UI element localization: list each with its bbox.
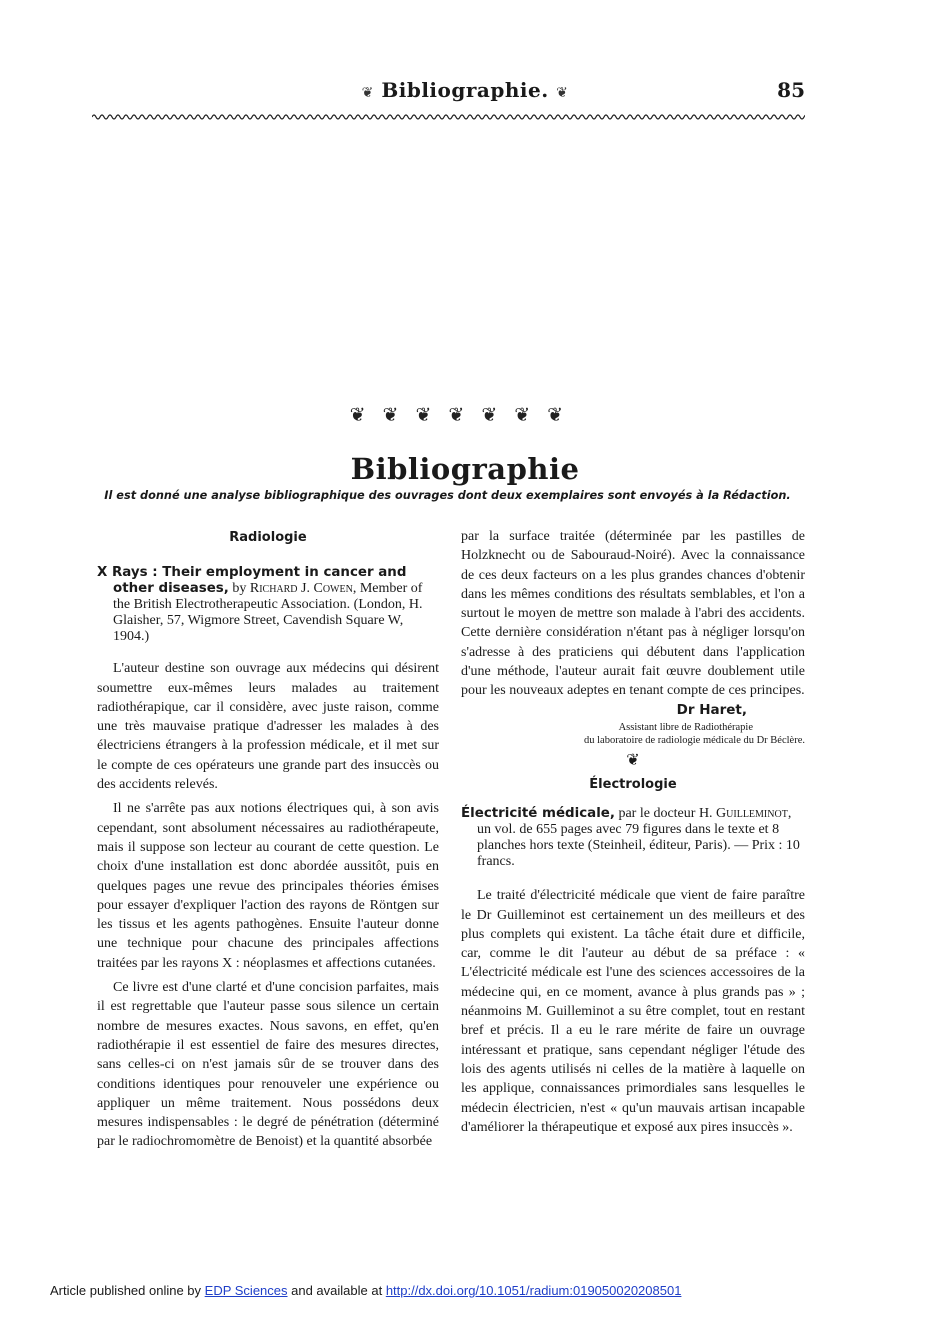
fleuron-ornaments: ❦❦❦❦❦❦❦ (349, 404, 581, 426)
entry-title: X Rays : Their employment in cancer and other diseases, (97, 565, 407, 597)
intro-note: Il est donné une analyse bibliographique des ouvrages dont deux exemplaires sont envoyés à la Rédaction. (104, 489, 791, 502)
footer-middle: and available at (287, 1283, 386, 1298)
section-divider-icon: ❦ (626, 749, 640, 769)
entry-details: , Member of the British Electrotherapeutic Association. (London, H. Glaisher, 57, Wigmore Street, Cavendish Square W, 1904.) (113, 581, 423, 645)
entry-title: Électricité médicale, (461, 806, 615, 822)
right-column (461, 527, 805, 1137)
signature-name: Dr Haret, (676, 701, 747, 718)
entry-author: Richard J. Cowen (249, 581, 353, 597)
entry-details: , un vol. de 655 pages avec 79 figures dans le texte et 8 planches hors texte (Steinheil, éditeur, Paris). — Prix : 10 francs. (477, 806, 800, 870)
entry-author: H. Guilleminot (698, 806, 788, 822)
section-heading-radiologie: Radiologie (229, 530, 307, 545)
entry-prefix: par le docteur (614, 806, 699, 822)
review-paragraph: Ce livre est d'une clarté et d'une concision parfaites, mais il est regrettable que l'auteur passe sous silence un certain nombre de mesures exactes. Nous savons, en effet, qu'en radiothérapie il est essentiel de faire des mesures directes, sans celles-ci on n'est jamais sûr de se trouver dans des conditions identiques pour renouveler une expérience ou appliquer un même traitement. Nous possédons deux mesures indispensables : le degré de pénétration (déterminé par le radiochromomètre de Benoist) et la quantité absorbée (97, 980, 439, 1150)
review-paragraph: Le traité d'électricité médicale que vient de faire paraître le Dr Guilleminot est certainement un des meilleurs et des plus complets qui existent. La tâche était dure et difficile, car, comme le dit l'auteur au début de sa préface : « L'électricité médicale est l'une des sciences accessoires de la médecine qui, en ce moment, avance à plus grands pas » ; néanmoins M. Guilleminot a su être complet, tout en restant bref et précis. Il a eu le rare mérite de faire un ouvrage intéressant et pratique, sans cependant négliger l'étude des lois des agents utilisés ni celles de la matière à laquelle on les applique, connaissances primordiales sans lesquelles le médecin électricien, n'est « qu'un mauvais artisan incapable d'améliorer la thérapeutique et exposé aux pires insuccès ». (461, 888, 805, 1135)
left-column (97, 528, 439, 1152)
running-head (0, 78, 930, 108)
doi-link[interactable]: http://dx.doi.org/10.1051/radium:019050020208501 (385, 1283, 682, 1298)
footer-availability (50, 1283, 681, 1298)
bibliographic-entry-electricite (461, 806, 805, 870)
review-paragraph: Il ne s'arrête pas aux notions électriques qui, à son avis cependant, sont absolument nécessaires au radiothérapeute, mais il suppose son lecteur au courant de cette question. Le choix d'une installation est donc abordée aussitôt, puis en quelques pages une revue des principales théories émises pour essayer d'expliquer l'action des rayons de Röntgen sur les tissus et les agents pathogènes. Ensuite l'auteur donne une technique pour chacune des principales affections traitées par les rayons X : néoplasmes et affections cutanées. (97, 801, 439, 971)
affiliation-line-1: Assistant libre de Radiothérapie (618, 721, 753, 733)
running-title-text: Bibliographie. (381, 78, 549, 102)
continuation-text: par la surface traitée (déterminée par les pastilles de Holzknecht ou de Sabouraud-Noiré). Avec la connaissance de ces deux facteurs on a les plus grandes chances d'obtenir dans les mêmes conditions des résultats semblables, et l'on a surtout le moyen de mettre son malade à l'abri des accidents. Cette dernière considération n'étant pas à négliger lorsqu'on s'adresse à des praticiens qui débutent dans l'application d'une méthode, l'auteur aurait fait œuvre doublement utile pour les nouveaux adeptes en tenant compte de ces principes. (461, 529, 805, 699)
wavy-rule-divider (92, 112, 805, 122)
page-number: 85 (777, 78, 805, 102)
review-paragraph-continued (461, 527, 805, 701)
ornament-right-icon: ❦ (556, 85, 569, 101)
affiliation (461, 721, 805, 747)
review-paragraph: L'auteur destine son ouvrage aux médecins qui désirent soumettre eux-mêmes leurs malades au traitement radiothérapique, car il considère, avec juste raison, comme une très mauvaise pratique d'adresser les malades à des électriciens étrangers à la profession médicale, et il met sur le compte de ces opérateurs une grande part des insuccès ou des accidents relevés. (97, 661, 439, 793)
affiliation-line-2: du laboratoire de radiologie médicale du Dr Béclère. (584, 734, 805, 746)
entry-by: by (228, 581, 250, 597)
section-heading-electrologie: Électrologie (589, 776, 677, 792)
bibliographic-entry-xrays (97, 565, 439, 645)
ornament-left-icon: ❦ (361, 85, 374, 101)
page-title: Bibliographie (350, 452, 580, 486)
footer-prefix: Article published online by (50, 1283, 205, 1298)
publisher-link[interactable]: EDP Sciences (204, 1283, 288, 1298)
signature-line (461, 701, 805, 720)
